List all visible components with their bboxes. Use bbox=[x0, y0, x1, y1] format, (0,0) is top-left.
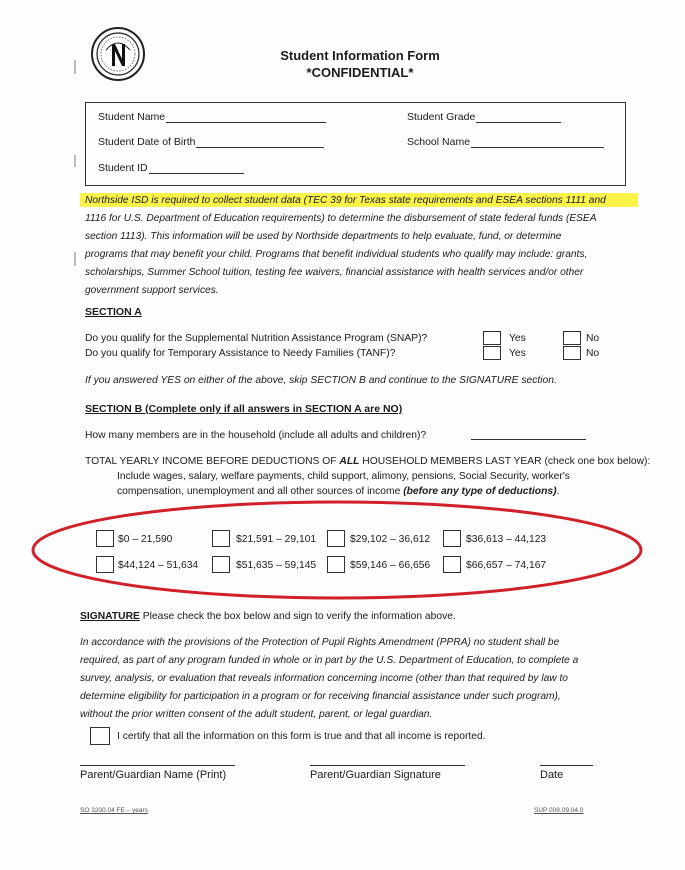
snap-yes-label: Yes bbox=[509, 333, 526, 344]
ppra-line: without the prior written consent of the adult student, parent, or legal guardian. bbox=[80, 709, 433, 720]
signature-heading: SIGNATURE bbox=[80, 611, 140, 622]
date-line[interactable] bbox=[540, 765, 593, 766]
income-range-label: $66,657 – 74,167 bbox=[466, 560, 547, 571]
student-id-label: Student ID bbox=[98, 162, 148, 174]
student-dob-label: Student Date of Birth bbox=[98, 136, 196, 148]
ppra-line: survey, analysis, or evaluation that reveals information concerning income (other than that required by law to bbox=[80, 673, 568, 684]
income-line3-text: compensation, unemployment and all other sources of income bbox=[117, 486, 404, 497]
income-range-label: $59,146 – 66,656 bbox=[350, 560, 431, 571]
section-b-heading: SECTION B (Complete only if all answers in SECTION A are NO) bbox=[85, 403, 403, 415]
confidential-label: *CONFIDENTIAL* bbox=[306, 65, 414, 80]
income-range-label: $21,591 – 29,101 bbox=[236, 534, 317, 545]
income-line3-bold: (before any type of deductions) bbox=[403, 486, 557, 497]
income-range-label: $29,102 – 36,612 bbox=[350, 534, 431, 545]
section-a-heading: SECTION A bbox=[85, 306, 142, 318]
income-range-label: $51,635 – 59,145 bbox=[236, 560, 317, 571]
income-line2: Include wages, salary, welfare payments, child support, alimony, pensions, Social Security, worker's bbox=[117, 471, 570, 482]
name-print-label: Parent/Guardian Name (Print) bbox=[80, 769, 227, 781]
signature-label: Parent/Guardian Signature bbox=[310, 769, 441, 781]
footer-revision-code: SUP 008.09.04.0 bbox=[534, 807, 584, 814]
signature-intro bbox=[80, 611, 456, 622]
signature-instruction: Please check the box below and sign to verify the information above. bbox=[139, 611, 456, 622]
income-line3-end: . bbox=[556, 486, 560, 497]
student-name-label: Student Name bbox=[98, 111, 166, 123]
signature-line[interactable] bbox=[310, 765, 465, 766]
notice-line: 1116 for U.S. Department of Education requirements) to determine the disbursement of state federal funds (ESEA bbox=[85, 213, 597, 224]
footer-form-code: SO 3200.04 FE – years bbox=[80, 807, 148, 814]
date-label: Date bbox=[540, 769, 564, 781]
tanf-question: Do you qualify for Temporary Assistance to Needy Families (TANF)? bbox=[85, 348, 396, 359]
notice-line: scholarships, Summer School tuition, testing fee waivers, financial assistance with health services and/or other bbox=[85, 267, 584, 278]
certify-text: I certify that all the information on this form is true and that all income is reported. bbox=[117, 731, 486, 742]
income-range-label: $0 – 21,590 bbox=[118, 534, 173, 545]
student-grade-label: Student Grade bbox=[407, 111, 476, 123]
income-line1-all: ALL bbox=[339, 456, 360, 467]
ppra-line: In accordance with the provisions of the Protection of Pupil Rights Amendment (PPRA) no student shall be bbox=[80, 637, 560, 648]
certify-checkbox[interactable] bbox=[90, 727, 110, 745]
notice-line: programs that may benefit your child. Programs that benefit individual students who qualify may include: grants, bbox=[85, 249, 588, 260]
snap-question: Do you qualify for the Supplemental Nutrition Assistance Program (SNAP)? bbox=[85, 333, 428, 344]
income-range-label: $36,613 – 44,123 bbox=[466, 534, 547, 545]
ppra-line: determine eligibility for participation in a program or for receiving financial assistance under such program), bbox=[80, 691, 561, 702]
name-print-line[interactable] bbox=[80, 765, 235, 766]
tanf-no-label: No bbox=[586, 348, 600, 359]
tanf-yes-label: Yes bbox=[509, 348, 526, 359]
form-title: Student Information Form bbox=[280, 48, 440, 63]
notice-line: government support services. bbox=[85, 285, 219, 296]
notice-line: section 1113). This information will be used by Northside departments to help evaluate, fund, or determine bbox=[85, 231, 562, 242]
notice-line: Northside ISD is required to collect student data (TEC 39 for Texas state requirements and ESEA sections 1111 and bbox=[85, 195, 606, 206]
snap-no-label: No bbox=[586, 333, 600, 344]
skip-note: If you answered YES on either of the above, skip SECTION B and continue to the SIGNATURE section. bbox=[85, 375, 557, 386]
school-name-label: School Name bbox=[407, 136, 471, 148]
ppra-line: required, as part of any program funded in whole or in part by the U.S. Department of Education, to complete a bbox=[80, 655, 579, 666]
household-question: How many members are in the household (include all adults and children)? bbox=[85, 430, 427, 441]
income-line1-text: TOTAL YEARLY INCOME BEFORE DEDUCTIONS OF bbox=[85, 456, 340, 467]
income-range-label: $44,124 – 51,634 bbox=[118, 560, 199, 571]
income-line1-rest: HOUSEHOLD MEMBERS LAST YEAR (check one box below): bbox=[359, 456, 651, 467]
